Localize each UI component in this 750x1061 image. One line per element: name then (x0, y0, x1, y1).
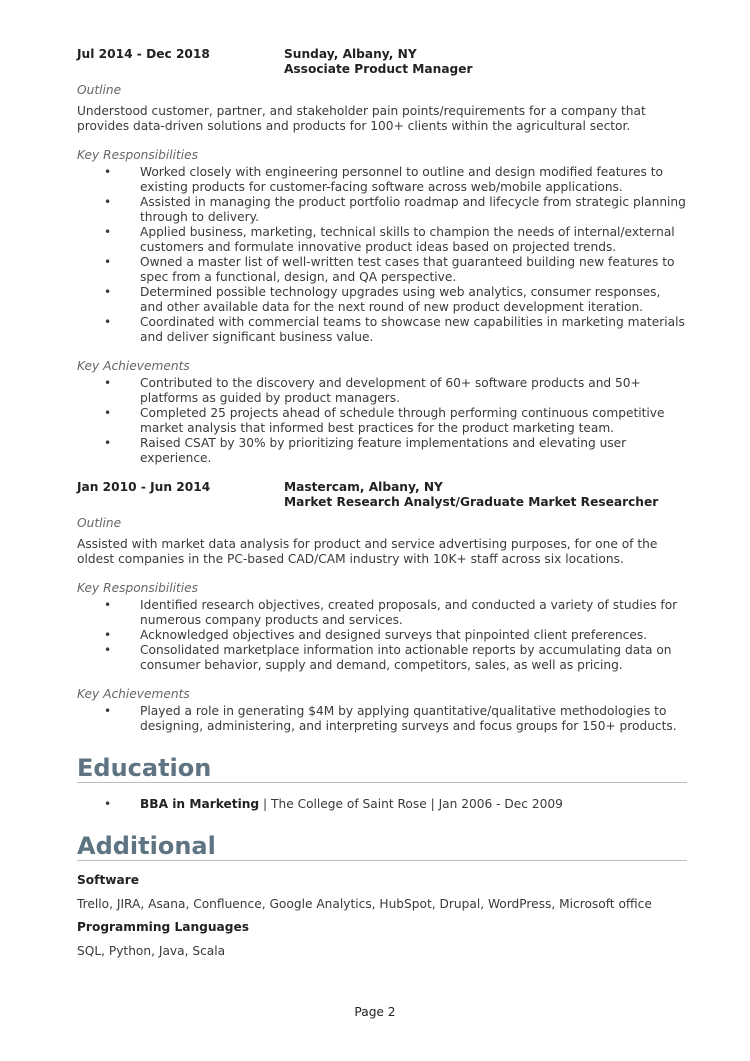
bullet-icon: • (104, 797, 112, 811)
responsibilities-list (77, 598, 687, 673)
job-entry (77, 47, 687, 466)
responsibilities-label: Key Responsibilities (77, 581, 199, 595)
achievements-label: Key Achievements (77, 687, 190, 701)
bullet-icon: • (104, 436, 112, 450)
job-company: Mastercam, Albany, NY (284, 480, 443, 494)
achievements-label: Key Achievements (77, 359, 190, 373)
list-item: • Worked closely with engineering personnel to outline and design modified features to existing products for customer-facing software across web/mobile applications. (104, 165, 663, 194)
list-item: • Played a role in generating $4M by applying quantitative/qualitative methodologies to designing, administering, and interpreting surveys and focus groups for 150+ products. (104, 704, 677, 733)
list-item: • Assisted in managing the product portfolio roadmap and lifecycle from strategic planning through to delivery. (104, 195, 686, 224)
list-item: • Determined possible technology upgrades using web analytics, consumer responses, and other available data for the next round of new product development iteration. (104, 285, 661, 314)
bullet-icon: • (104, 315, 112, 329)
list-item: • Owned a master list of well-written test cases that guaranteed building new features to spec from a functional, design, and QA perspective. (104, 255, 675, 284)
job-company: Sunday, Albany, NY (284, 47, 417, 61)
outline-text: Assisted with market data analysis for product and service advertising purposes, for one of the oldest companies in the PC-based CAD/CAM industry with 10K+ staff across six locations. (77, 537, 658, 566)
education-list (77, 797, 687, 812)
bullet-icon: • (104, 628, 112, 642)
bullet-icon: • (104, 255, 112, 269)
school-details: | The College of Saint Rose | Jan 2006 - Dec 2009 (259, 797, 563, 811)
page-number: Page 2 (354, 1005, 396, 1019)
degree: BBA in Marketing (140, 797, 260, 811)
software-label: Software (77, 873, 140, 887)
list-item: • Identified research objectives, created proposals, and conducted a variety of studies for numerous company products and services. (104, 598, 678, 627)
job-dates: Jan 2010 - Jun 2014 (77, 480, 211, 494)
achievements-list (77, 376, 687, 466)
bullet-icon: • (104, 165, 112, 179)
bullet-icon: • (104, 195, 112, 209)
outline-text: Understood customer, partner, and stakeholder pain points/requirements for a company that provides data-driven solutions and products for 100+ clients within the agricultural sector. (77, 104, 646, 133)
software-list: Trello, JIRA, Asana, Confluence, Google Analytics, HubSpot, Drupal, WordPress, Microsoft office (77, 897, 652, 911)
additional-section (77, 832, 687, 959)
section-heading-additional: Additional (77, 832, 687, 861)
responsibilities-list (77, 165, 687, 345)
list-item: • Completed 25 projects ahead of schedule through performing continuous competitive market analysis that informed best practices for the product marketing team. (104, 406, 665, 435)
section-heading-education: Education (77, 754, 687, 783)
resume-page (77, 47, 687, 959)
job-header (77, 480, 687, 510)
job-title: Associate Product Manager (284, 62, 473, 76)
bullet-icon: • (104, 376, 112, 390)
job-title: Market Research Analyst/Graduate Market Researcher (284, 495, 659, 509)
languages-list: SQL, Python, Java, Scala (77, 944, 226, 958)
bullet-icon: • (104, 704, 112, 718)
responsibilities-label: Key Responsibilities (77, 148, 199, 162)
list-item: • Raised CSAT by 30% by prioritizing feature implementations and elevating user experience. (104, 436, 627, 465)
education-section (77, 754, 687, 812)
achievements-list (77, 704, 687, 734)
list-item: • Contributed to the discovery and development of 60+ software products and 50+ platforms as guided by product managers. (104, 376, 641, 405)
list-item: • Consolidated marketplace information into actionable reports by accumulating data on consumer behavior, supply and demand, competitors, sales, as well as pricing. (104, 643, 672, 672)
bullet-icon: • (104, 285, 112, 299)
outline-label: Outline (77, 516, 122, 530)
job-dates: Jul 2014 - Dec 2018 (77, 47, 210, 61)
job-entry (77, 480, 687, 734)
list-item: • Acknowledged objectives and designed surveys that pinpointed client preferences. (104, 628, 648, 642)
list-item: • Applied business, marketing, technical skills to champion the needs of internal/external customers and formulate innovative product ideas based on projected trends. (104, 225, 675, 254)
bullet-icon: • (104, 598, 112, 612)
list-item (77, 797, 687, 812)
bullet-icon: • (104, 643, 112, 657)
bullet-icon: • (104, 225, 112, 239)
job-header (77, 47, 687, 77)
bullet-icon: • (104, 406, 112, 420)
outline-label: Outline (77, 83, 122, 97)
list-item: • Coordinated with commercial teams to showcase new capabilities in marketing materials and deliver significant business value. (104, 315, 685, 344)
languages-label: Programming Languages (77, 920, 250, 934)
